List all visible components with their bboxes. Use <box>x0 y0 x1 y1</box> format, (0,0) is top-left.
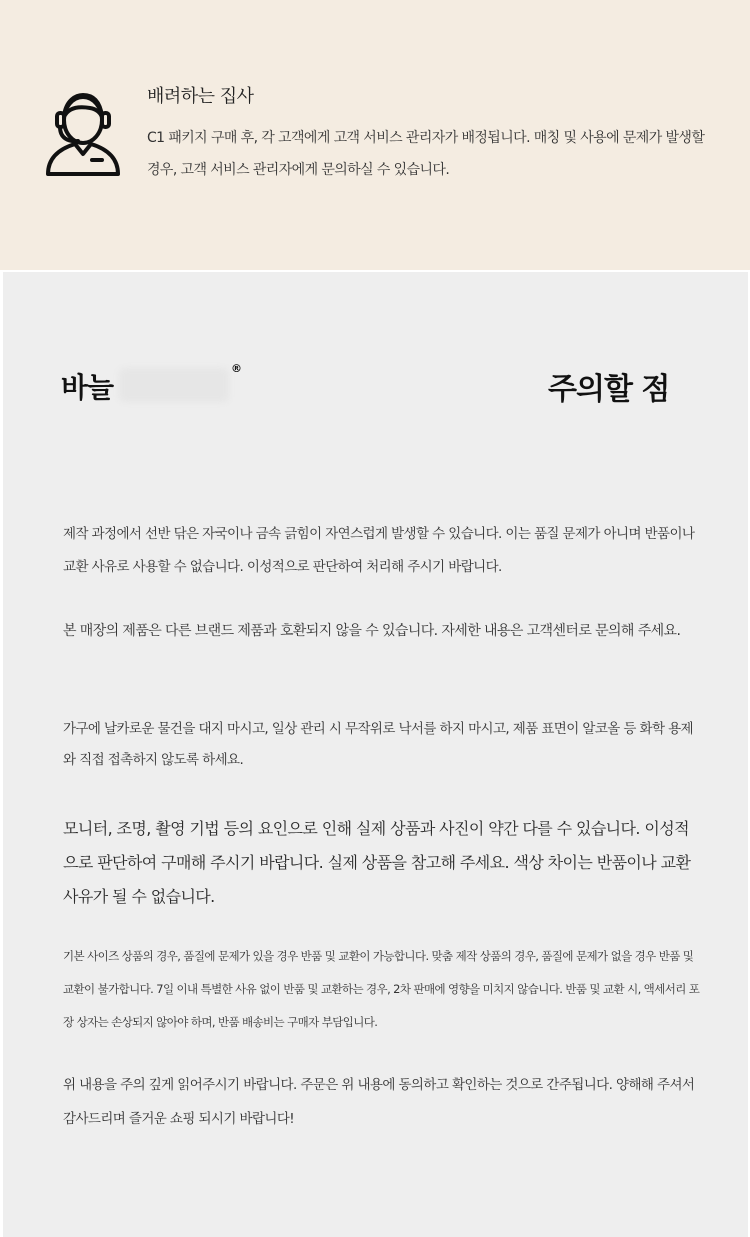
brand-name: 바늘 <box>61 371 114 404</box>
notice-paragraph-6: 위 내용을 주의 깊게 읽어주시기 바랍니다. 주문은 위 내용에 동의하고 확인하는 것으로 간주됩니다. 양해해 주셔서 감사드리며 즐거운 쇼핑 되시기 바랍니다! <box>63 1076 695 1127</box>
registered-mark: ® <box>231 362 242 375</box>
butler-service-section <box>0 0 750 270</box>
notice-paragraph-2: 본 매장의 제품은 다른 브랜드 제품과 호환되지 않을 수 있습니다. 자세한 내용은 고객센터로 문의해 주세요. <box>63 623 681 639</box>
blurred-brand-text <box>119 368 229 402</box>
notice-section <box>3 272 748 1237</box>
butler-title: 배려하는 집사 <box>147 86 254 107</box>
butler-headset-icon <box>44 86 122 178</box>
butler-description: C1 패키지 구매 후, 각 고객에게 고객 서비스 관리자가 배정됩니다. 매칭 및 사용에 문제가 발생할 경우, 고객 서비스 관리자에게 문의하실 수 있습니다. <box>147 130 705 178</box>
notice-paragraph-5: 기본 사이즈 상품의 경우, 품질에 문제가 있을 경우 반품 및 교환이 가능합니다. 맞춤 제작 상품의 경우, 품질에 문제가 없을 경우 반품 및 교환이 불가합니다. 7일 이내 특별한 사유 없이 반품 및 교환하는 경우, 2차 판매에 영향을 미치지 않습니다. 반품 및 교환 시, 액세서리 포장 상자는 손상되지 않아야 하며, 반품 배송비는 구매자 부담입니다. <box>63 948 700 1029</box>
notice-paragraph-4: 모니터, 조명, 촬영 기법 등의 요인으로 인해 실제 상품과 사진이 약간 다를 수 있습니다. 이성적으로 판단하여 구매해 주시기 바랍니다. 실제 상품을 참고해 주세요. 색상 차이는 반품이나 교환 사유가 될 수 없습니다. <box>63 819 691 906</box>
notice-paragraph-3: 가구에 날카로운 물건을 대지 마시고, 일상 관리 시 무작위로 낙서를 하지 마시고, 제품 표면이 알코올 등 화학 용제와 직접 접촉하지 않도록 하세요. <box>63 720 693 768</box>
notice-title: 주의할 점 <box>548 372 670 407</box>
notice-paragraph-1: 제작 과정에서 선반 닦은 자국이나 금속 긁힘이 자연스럽게 발생할 수 있습니다. 이는 품질 문제가 아니며 반품이나 교환 사유로 사용할 수 없습니다. 이성적으로 판단하여 처리해 주시기 바랍니다. <box>63 525 695 575</box>
